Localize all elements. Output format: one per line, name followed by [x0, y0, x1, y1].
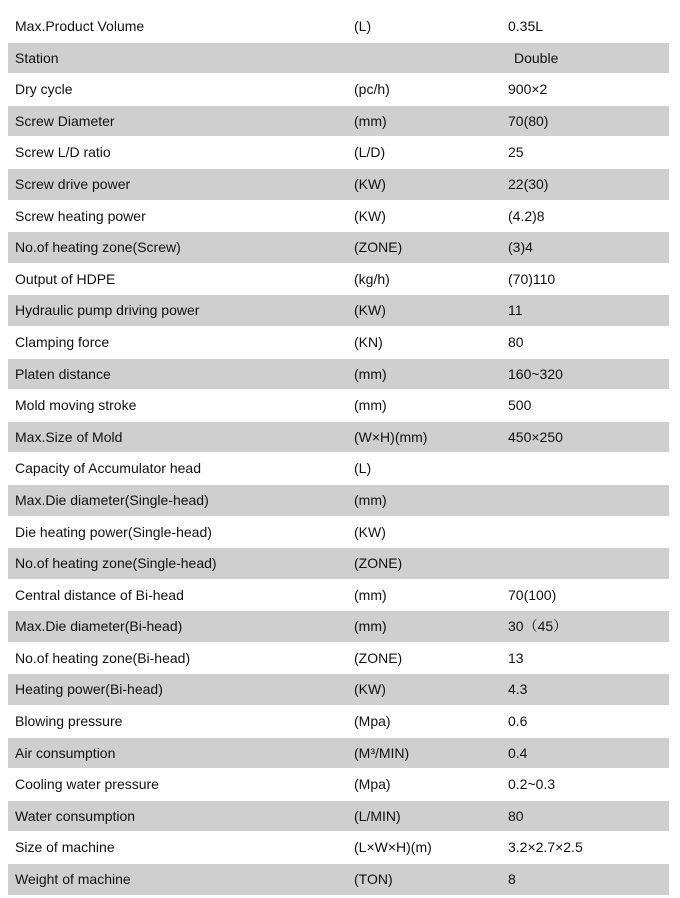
table-row: [8, 674, 669, 706]
parameter-cell: Dry cycle: [15, 81, 73, 98]
parameter-cell: Cooling water pressure: [15, 776, 159, 793]
value-cell: 900×2: [508, 81, 548, 98]
parameter-cell: Max.Die diameter(Single-head): [15, 491, 209, 508]
table-row: [8, 769, 669, 801]
unit-cell: (pc/h): [354, 81, 390, 98]
parameter-cell: No.of heating zone(Screw): [15, 239, 181, 256]
unit-cell: (KW): [354, 207, 386, 224]
parameter-cell: Max.Product Volume: [15, 18, 145, 34]
unit-cell: (kg/h): [354, 270, 390, 287]
table-row: [8, 201, 669, 233]
parameter-cell: Blowing pressure: [15, 713, 123, 730]
value-cell: 0.2~0.3: [508, 776, 556, 793]
table-row: [8, 295, 669, 327]
table-row: [8, 643, 669, 675]
table-row: [8, 738, 669, 770]
unit-cell: (mm): [354, 112, 387, 129]
parameter-cell: Clamping force: [15, 333, 110, 350]
unit-cell: (ZONE): [354, 239, 403, 256]
value-cell: 80: [508, 807, 524, 824]
parameter-cell: Air consumption: [15, 744, 116, 761]
parameter-cell: No.of heating zone(Bi-head): [15, 649, 191, 666]
parameter-cell: Platen distance: [15, 365, 111, 382]
unit-cell: (W×H)(mm): [354, 428, 428, 445]
parameter-cell: Screw Diameter: [15, 112, 115, 129]
table-row: [8, 453, 669, 485]
unit-cell: (mm): [354, 397, 387, 414]
unit-cell: (mm): [354, 365, 387, 382]
value-cell: 0.6: [508, 713, 528, 730]
unit-cell: (TON): [354, 871, 393, 888]
table-row: [8, 106, 669, 138]
parameter-cell: Max.Size of Mold: [15, 428, 123, 445]
table-row: [8, 359, 669, 391]
value-cell: 11: [508, 302, 523, 319]
unit-cell: (L×W×H)(m): [354, 839, 432, 856]
table-row: [8, 422, 669, 454]
value-cell: 0.35L: [508, 18, 544, 34]
parameter-cell: Heating power(Bi-head): [15, 681, 163, 698]
value-cell: 160~320: [508, 365, 563, 382]
value-cell: 0.4: [508, 744, 528, 761]
table-row: [8, 43, 669, 75]
parameter-cell: No.of heating zone(Single-head): [15, 555, 217, 572]
table-row: [8, 74, 669, 106]
table-row: [8, 232, 669, 264]
parameter-cell: Station: [15, 49, 59, 66]
value-cell: 25: [508, 144, 524, 161]
parameter-cell: Hydraulic pump driving power: [15, 302, 200, 319]
parameter-cell: Screw drive power: [15, 175, 131, 192]
unit-cell: (L/MIN): [354, 807, 401, 824]
value-cell: 13: [508, 649, 524, 666]
unit-cell: (KW): [354, 175, 386, 192]
value-cell: 3.2×2.7×2.5: [508, 839, 583, 856]
unit-cell: (Mpa): [354, 713, 391, 730]
parameter-cell: Die heating power(Single-head): [15, 523, 212, 540]
value-cell: 70(80): [508, 112, 549, 129]
value-cell: 8: [508, 871, 516, 888]
unit-cell: (mm): [354, 618, 387, 635]
value-cell: 80: [508, 333, 524, 350]
table-row: [8, 864, 669, 896]
value-cell: 70(100): [508, 586, 557, 603]
spec-table: [8, 11, 669, 896]
unit-cell: (KW): [354, 302, 386, 319]
table-row: [8, 11, 669, 43]
unit-cell: (mm): [354, 491, 387, 508]
value-cell: (4.2)8: [508, 207, 545, 224]
table-row: [8, 548, 669, 580]
parameter-cell: Water consumption: [15, 807, 136, 824]
table-row: [8, 517, 669, 549]
parameter-cell: Output of HDPE: [15, 270, 116, 287]
table-row: [8, 611, 669, 643]
table-row: [8, 169, 669, 201]
value-cell: 4.3: [508, 681, 528, 698]
table-row: [8, 137, 669, 169]
parameter-cell: Size of machine: [15, 839, 115, 856]
parameter-cell: Screw heating power: [15, 207, 146, 224]
unit-cell: (mm): [354, 586, 387, 603]
table-row: [8, 485, 669, 517]
table-row: [8, 390, 669, 422]
unit-cell: (KN): [354, 333, 383, 350]
table-row: [8, 832, 669, 864]
value-cell: 450×250: [508, 428, 563, 445]
value-cell: (3)4: [508, 239, 533, 256]
parameter-cell: Central distance of Bi-head: [15, 586, 184, 603]
unit-cell: (L/D): [354, 144, 386, 161]
table-row: [8, 327, 669, 359]
value-cell: Double: [514, 49, 559, 66]
unit-cell: (ZONE): [354, 649, 403, 666]
value-cell: 30（45）: [508, 618, 568, 635]
value-cell: 500: [508, 397, 532, 414]
unit-cell: (M³/MIN): [354, 744, 410, 761]
unit-cell: (KW): [354, 681, 386, 698]
parameter-cell: Capacity of Accumulator head: [15, 460, 201, 477]
unit-cell: (L): [354, 460, 372, 477]
unit-cell: (KW): [354, 523, 386, 540]
table-row: [8, 264, 669, 296]
parameter-cell: Screw L/D ratio: [15, 144, 111, 161]
parameter-cell: Weight of machine: [15, 871, 131, 888]
table-row: [8, 801, 669, 833]
unit-cell: (Mpa): [354, 776, 391, 793]
parameter-cell: Max.Die diameter(Bi-head): [15, 618, 183, 635]
parameter-cell: Mold moving stroke: [15, 397, 137, 414]
table-row: [8, 706, 669, 738]
unit-cell: (ZONE): [354, 555, 403, 572]
value-cell: (70)110: [508, 270, 556, 287]
value-cell: 22(30): [508, 175, 549, 192]
table-row: [8, 580, 669, 612]
unit-cell: (L): [354, 18, 372, 34]
